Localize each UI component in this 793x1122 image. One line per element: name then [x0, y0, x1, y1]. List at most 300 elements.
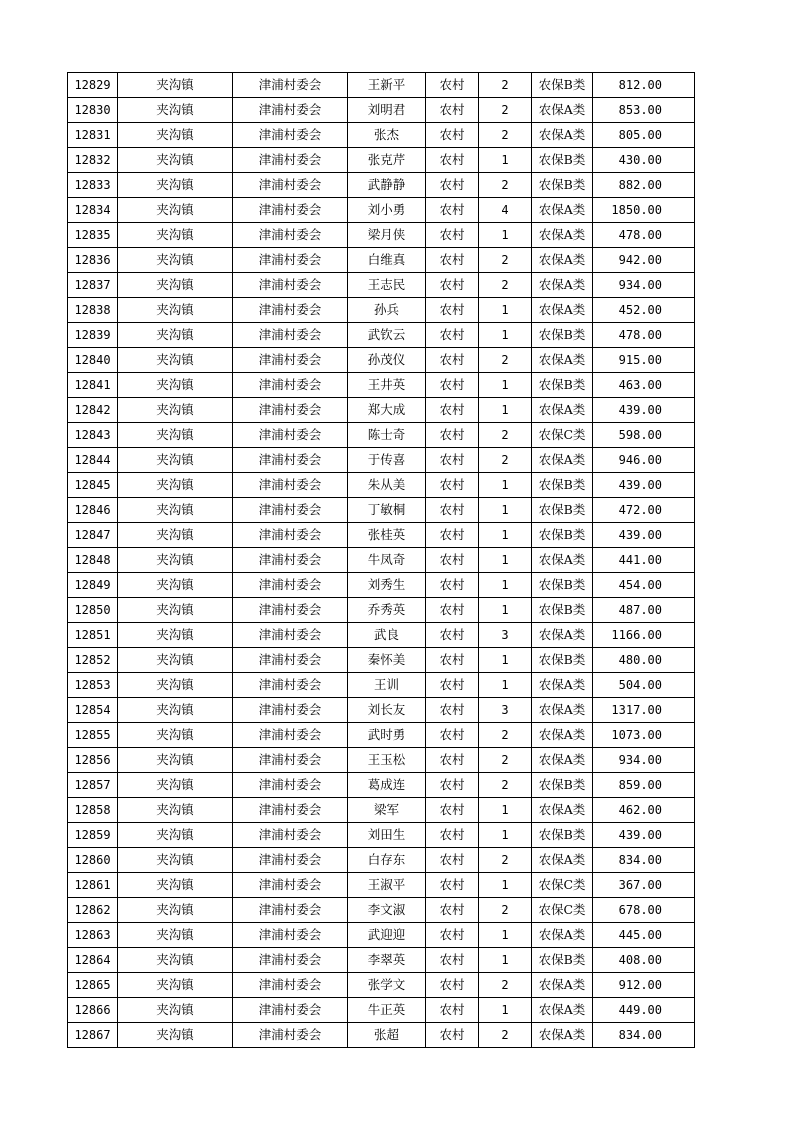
- town-cell: 夹沟镇: [118, 648, 233, 673]
- area-type-cell: 农村: [426, 1023, 479, 1048]
- household-size-cell: 1: [479, 798, 532, 823]
- table-row: [68, 548, 695, 573]
- household-size-cell: 2: [479, 98, 532, 123]
- town-cell: 夹沟镇: [118, 348, 233, 373]
- table-row: [68, 823, 695, 848]
- household-size-cell: 2: [479, 173, 532, 198]
- area-type-cell: 农村: [426, 973, 479, 998]
- insurance-category-cell: 农保A类: [532, 998, 593, 1023]
- insurance-category-cell: 农保B类: [532, 823, 593, 848]
- record-id-cell: 12834: [68, 198, 118, 223]
- record-id-cell: 12867: [68, 1023, 118, 1048]
- amount-cell: 1166.00: [593, 623, 695, 648]
- amount-cell: 452.00: [593, 298, 695, 323]
- amount-cell: 915.00: [593, 348, 695, 373]
- town-cell: 夹沟镇: [118, 948, 233, 973]
- village-cell: 津浦村委会: [233, 98, 348, 123]
- person-name-cell: 刘秀生: [348, 573, 426, 598]
- village-cell: 津浦村委会: [233, 348, 348, 373]
- table-row: [68, 598, 695, 623]
- area-type-cell: 农村: [426, 423, 479, 448]
- village-cell: 津浦村委会: [233, 373, 348, 398]
- town-cell: 夹沟镇: [118, 923, 233, 948]
- village-cell: 津浦村委会: [233, 548, 348, 573]
- person-name-cell: 王新平: [348, 73, 426, 98]
- insurance-category-cell: 农保B类: [532, 373, 593, 398]
- household-size-cell: 1: [479, 473, 532, 498]
- person-name-cell: 牛凤奇: [348, 548, 426, 573]
- amount-cell: 430.00: [593, 148, 695, 173]
- person-name-cell: 武迎迎: [348, 923, 426, 948]
- insurance-category-cell: 农保A类: [532, 923, 593, 948]
- record-id-cell: 12854: [68, 698, 118, 723]
- person-name-cell: 王淑平: [348, 873, 426, 898]
- amount-cell: 834.00: [593, 848, 695, 873]
- area-type-cell: 农村: [426, 548, 479, 573]
- town-cell: 夹沟镇: [118, 673, 233, 698]
- town-cell: 夹沟镇: [118, 298, 233, 323]
- area-type-cell: 农村: [426, 648, 479, 673]
- person-name-cell: 武静静: [348, 173, 426, 198]
- town-cell: 夹沟镇: [118, 423, 233, 448]
- amount-cell: 454.00: [593, 573, 695, 598]
- village-cell: 津浦村委会: [233, 973, 348, 998]
- record-id-cell: 12840: [68, 348, 118, 373]
- record-id-cell: 12838: [68, 298, 118, 323]
- insurance-category-cell: 农保B类: [532, 498, 593, 523]
- amount-cell: 472.00: [593, 498, 695, 523]
- village-cell: 津浦村委会: [233, 473, 348, 498]
- table-row: [68, 998, 695, 1023]
- household-size-cell: 2: [479, 123, 532, 148]
- town-cell: 夹沟镇: [118, 473, 233, 498]
- household-size-cell: 1: [479, 873, 532, 898]
- table-row: [68, 523, 695, 548]
- amount-cell: 478.00: [593, 223, 695, 248]
- area-type-cell: 农村: [426, 698, 479, 723]
- record-id-cell: 12866: [68, 998, 118, 1023]
- insurance-category-cell: 农保A类: [532, 673, 593, 698]
- household-size-cell: 1: [479, 298, 532, 323]
- record-id-cell: 12842: [68, 398, 118, 423]
- area-type-cell: 农村: [426, 198, 479, 223]
- amount-cell: 598.00: [593, 423, 695, 448]
- record-id-cell: 12836: [68, 248, 118, 273]
- household-size-cell: 1: [479, 223, 532, 248]
- insurance-category-cell: 农保C类: [532, 873, 593, 898]
- record-id-cell: 12844: [68, 448, 118, 473]
- person-name-cell: 梁军: [348, 798, 426, 823]
- area-type-cell: 农村: [426, 98, 479, 123]
- record-id-cell: 12855: [68, 723, 118, 748]
- insurance-category-cell: 农保A类: [532, 223, 593, 248]
- household-size-cell: 2: [479, 1023, 532, 1048]
- table-row: [68, 348, 695, 373]
- town-cell: 夹沟镇: [118, 398, 233, 423]
- town-cell: 夹沟镇: [118, 323, 233, 348]
- insurance-category-cell: 农保A类: [532, 448, 593, 473]
- area-type-cell: 农村: [426, 248, 479, 273]
- amount-cell: 1317.00: [593, 698, 695, 723]
- amount-cell: 439.00: [593, 473, 695, 498]
- village-cell: 津浦村委会: [233, 923, 348, 948]
- household-size-cell: 1: [479, 998, 532, 1023]
- record-id-cell: 12852: [68, 648, 118, 673]
- insurance-category-cell: 农保B类: [532, 573, 593, 598]
- table-row: [68, 498, 695, 523]
- person-name-cell: 梁月侠: [348, 223, 426, 248]
- insurance-category-cell: 农保B类: [532, 173, 593, 198]
- household-size-cell: 1: [479, 373, 532, 398]
- record-id-cell: 12858: [68, 798, 118, 823]
- household-size-cell: 3: [479, 698, 532, 723]
- household-size-cell: 1: [479, 648, 532, 673]
- household-size-cell: 1: [479, 598, 532, 623]
- record-id-cell: 12857: [68, 773, 118, 798]
- household-size-cell: 2: [479, 423, 532, 448]
- area-type-cell: 农村: [426, 848, 479, 873]
- village-cell: 津浦村委会: [233, 598, 348, 623]
- household-size-cell: 2: [479, 273, 532, 298]
- amount-cell: 480.00: [593, 648, 695, 673]
- record-id-cell: 12831: [68, 123, 118, 148]
- insurance-category-cell: 农保B类: [532, 948, 593, 973]
- household-size-cell: 1: [479, 523, 532, 548]
- record-id-cell: 12847: [68, 523, 118, 548]
- household-size-cell: 4: [479, 198, 532, 223]
- amount-cell: 367.00: [593, 873, 695, 898]
- person-name-cell: 王井英: [348, 373, 426, 398]
- table-row: [68, 948, 695, 973]
- village-cell: 津浦村委会: [233, 748, 348, 773]
- town-cell: 夹沟镇: [118, 848, 233, 873]
- person-name-cell: 牛正英: [348, 998, 426, 1023]
- town-cell: 夹沟镇: [118, 98, 233, 123]
- household-size-cell: 1: [479, 148, 532, 173]
- village-cell: 津浦村委会: [233, 423, 348, 448]
- village-cell: 津浦村委会: [233, 898, 348, 923]
- record-id-cell: 12835: [68, 223, 118, 248]
- table-row: [68, 573, 695, 598]
- amount-cell: 853.00: [593, 98, 695, 123]
- area-type-cell: 农村: [426, 773, 479, 798]
- record-id-cell: 12862: [68, 898, 118, 923]
- town-cell: 夹沟镇: [118, 898, 233, 923]
- village-cell: 津浦村委会: [233, 123, 348, 148]
- insurance-category-cell: 农保B类: [532, 773, 593, 798]
- amount-cell: 805.00: [593, 123, 695, 148]
- table-row: [68, 448, 695, 473]
- insurance-category-cell: 农保A类: [532, 1023, 593, 1048]
- village-cell: 津浦村委会: [233, 723, 348, 748]
- town-cell: 夹沟镇: [118, 73, 233, 98]
- person-name-cell: 丁敏桐: [348, 498, 426, 523]
- area-type-cell: 农村: [426, 498, 479, 523]
- record-id-cell: 12864: [68, 948, 118, 973]
- area-type-cell: 农村: [426, 873, 479, 898]
- table-row: [68, 198, 695, 223]
- table-row: [68, 223, 695, 248]
- village-cell: 津浦村委会: [233, 573, 348, 598]
- household-size-cell: 2: [479, 248, 532, 273]
- household-size-cell: 1: [479, 573, 532, 598]
- village-cell: 津浦村委会: [233, 823, 348, 848]
- person-name-cell: 李翠英: [348, 948, 426, 973]
- amount-cell: 812.00: [593, 73, 695, 98]
- table-row: [68, 973, 695, 998]
- person-name-cell: 武良: [348, 623, 426, 648]
- insurance-category-cell: 农保B类: [532, 598, 593, 623]
- insurance-category-cell: 农保C类: [532, 898, 593, 923]
- amount-cell: 834.00: [593, 1023, 695, 1048]
- area-type-cell: 农村: [426, 473, 479, 498]
- area-type-cell: 农村: [426, 398, 479, 423]
- amount-cell: 408.00: [593, 948, 695, 973]
- village-cell: 津浦村委会: [233, 448, 348, 473]
- village-cell: 津浦村委会: [233, 623, 348, 648]
- village-cell: 津浦村委会: [233, 398, 348, 423]
- table-row: [68, 773, 695, 798]
- area-type-cell: 农村: [426, 373, 479, 398]
- town-cell: 夹沟镇: [118, 748, 233, 773]
- area-type-cell: 农村: [426, 898, 479, 923]
- town-cell: 夹沟镇: [118, 223, 233, 248]
- table-row: [68, 373, 695, 398]
- person-name-cell: 刘明君: [348, 98, 426, 123]
- area-type-cell: 农村: [426, 273, 479, 298]
- area-type-cell: 农村: [426, 148, 479, 173]
- area-type-cell: 农村: [426, 998, 479, 1023]
- person-name-cell: 刘田生: [348, 823, 426, 848]
- table-row: [68, 173, 695, 198]
- town-cell: 夹沟镇: [118, 623, 233, 648]
- town-cell: 夹沟镇: [118, 1023, 233, 1048]
- village-cell: 津浦村委会: [233, 848, 348, 873]
- record-id-cell: 12829: [68, 73, 118, 98]
- insurance-category-cell: 农保A类: [532, 748, 593, 773]
- insurance-category-cell: 农保A类: [532, 398, 593, 423]
- record-id-cell: 12837: [68, 273, 118, 298]
- roster-table: [67, 72, 695, 1048]
- table-row: [68, 748, 695, 773]
- area-type-cell: 农村: [426, 323, 479, 348]
- household-size-cell: 2: [479, 898, 532, 923]
- village-cell: 津浦村委会: [233, 73, 348, 98]
- person-name-cell: 王志民: [348, 273, 426, 298]
- household-size-cell: 2: [479, 748, 532, 773]
- amount-cell: 487.00: [593, 598, 695, 623]
- town-cell: 夹沟镇: [118, 573, 233, 598]
- village-cell: 津浦村委会: [233, 298, 348, 323]
- village-cell: 津浦村委会: [233, 273, 348, 298]
- village-cell: 津浦村委会: [233, 998, 348, 1023]
- amount-cell: 1850.00: [593, 198, 695, 223]
- household-size-cell: 1: [479, 398, 532, 423]
- person-name-cell: 张学文: [348, 973, 426, 998]
- record-id-cell: 12843: [68, 423, 118, 448]
- village-cell: 津浦村委会: [233, 173, 348, 198]
- insurance-category-cell: 农保A类: [532, 123, 593, 148]
- household-size-cell: 1: [479, 548, 532, 573]
- person-name-cell: 王玉松: [348, 748, 426, 773]
- village-cell: 津浦村委会: [233, 498, 348, 523]
- household-size-cell: 2: [479, 723, 532, 748]
- amount-cell: 441.00: [593, 548, 695, 573]
- area-type-cell: 农村: [426, 348, 479, 373]
- person-name-cell: 葛成连: [348, 773, 426, 798]
- record-id-cell: 12853: [68, 673, 118, 698]
- record-id-cell: 12839: [68, 323, 118, 348]
- town-cell: 夹沟镇: [118, 273, 233, 298]
- town-cell: 夹沟镇: [118, 173, 233, 198]
- area-type-cell: 农村: [426, 523, 479, 548]
- person-name-cell: 张杰: [348, 123, 426, 148]
- town-cell: 夹沟镇: [118, 773, 233, 798]
- insurance-category-cell: 农保A类: [532, 698, 593, 723]
- amount-cell: 678.00: [593, 898, 695, 923]
- table-row: [68, 298, 695, 323]
- person-name-cell: 刘长友: [348, 698, 426, 723]
- person-name-cell: 于传喜: [348, 448, 426, 473]
- village-cell: 津浦村委会: [233, 223, 348, 248]
- record-id-cell: 12830: [68, 98, 118, 123]
- household-size-cell: 1: [479, 923, 532, 948]
- amount-cell: 912.00: [593, 973, 695, 998]
- town-cell: 夹沟镇: [118, 723, 233, 748]
- village-cell: 津浦村委会: [233, 798, 348, 823]
- table-row: [68, 423, 695, 448]
- town-cell: 夹沟镇: [118, 598, 233, 623]
- person-name-cell: 武钦云: [348, 323, 426, 348]
- person-name-cell: 乔秀英: [348, 598, 426, 623]
- amount-cell: 462.00: [593, 798, 695, 823]
- household-size-cell: 1: [479, 498, 532, 523]
- household-size-cell: 1: [479, 823, 532, 848]
- household-size-cell: 1: [479, 948, 532, 973]
- person-name-cell: 李文淑: [348, 898, 426, 923]
- record-id-cell: 12860: [68, 848, 118, 873]
- town-cell: 夹沟镇: [118, 448, 233, 473]
- amount-cell: 504.00: [593, 673, 695, 698]
- table-row: [68, 73, 695, 98]
- area-type-cell: 农村: [426, 723, 479, 748]
- amount-cell: 449.00: [593, 998, 695, 1023]
- area-type-cell: 农村: [426, 923, 479, 948]
- table-row: [68, 323, 695, 348]
- insurance-category-cell: 农保B类: [532, 473, 593, 498]
- household-size-cell: 2: [479, 848, 532, 873]
- area-type-cell: 农村: [426, 298, 479, 323]
- table-row: [68, 98, 695, 123]
- area-type-cell: 农村: [426, 223, 479, 248]
- record-id-cell: 12845: [68, 473, 118, 498]
- insurance-category-cell: 农保B类: [532, 648, 593, 673]
- household-size-cell: 1: [479, 673, 532, 698]
- record-id-cell: 12865: [68, 973, 118, 998]
- area-type-cell: 农村: [426, 798, 479, 823]
- record-id-cell: 12856: [68, 748, 118, 773]
- insurance-category-cell: 农保A类: [532, 723, 593, 748]
- amount-cell: 942.00: [593, 248, 695, 273]
- table-row: [68, 698, 695, 723]
- table-row: [68, 1023, 695, 1048]
- table-row: [68, 648, 695, 673]
- record-id-cell: 12846: [68, 498, 118, 523]
- person-name-cell: 郑大成: [348, 398, 426, 423]
- amount-cell: 946.00: [593, 448, 695, 473]
- table-row: [68, 798, 695, 823]
- table-row: [68, 123, 695, 148]
- village-cell: 津浦村委会: [233, 698, 348, 723]
- amount-cell: 478.00: [593, 323, 695, 348]
- village-cell: 津浦村委会: [233, 773, 348, 798]
- town-cell: 夹沟镇: [118, 823, 233, 848]
- insurance-category-cell: 农保A类: [532, 848, 593, 873]
- town-cell: 夹沟镇: [118, 373, 233, 398]
- table-row: [68, 898, 695, 923]
- record-id-cell: 12850: [68, 598, 118, 623]
- area-type-cell: 农村: [426, 748, 479, 773]
- amount-cell: 439.00: [593, 398, 695, 423]
- village-cell: 津浦村委会: [233, 648, 348, 673]
- person-name-cell: 刘小勇: [348, 198, 426, 223]
- household-size-cell: 2: [479, 773, 532, 798]
- person-name-cell: 白维真: [348, 248, 426, 273]
- table-row: [68, 148, 695, 173]
- household-size-cell: 2: [479, 448, 532, 473]
- insurance-category-cell: 农保A类: [532, 348, 593, 373]
- record-id-cell: 12849: [68, 573, 118, 598]
- insurance-category-cell: 农保A类: [532, 623, 593, 648]
- village-cell: 津浦村委会: [233, 198, 348, 223]
- insurance-category-cell: 农保A类: [532, 798, 593, 823]
- table-row: [68, 673, 695, 698]
- town-cell: 夹沟镇: [118, 548, 233, 573]
- village-cell: 津浦村委会: [233, 1023, 348, 1048]
- person-name-cell: 张克芹: [348, 148, 426, 173]
- amount-cell: 934.00: [593, 748, 695, 773]
- town-cell: 夹沟镇: [118, 523, 233, 548]
- amount-cell: 439.00: [593, 823, 695, 848]
- roster-body: [68, 73, 695, 1048]
- area-type-cell: 农村: [426, 823, 479, 848]
- area-type-cell: 农村: [426, 673, 479, 698]
- amount-cell: 882.00: [593, 173, 695, 198]
- village-cell: 津浦村委会: [233, 248, 348, 273]
- person-name-cell: 张桂英: [348, 523, 426, 548]
- record-id-cell: 12851: [68, 623, 118, 648]
- insurance-category-cell: 农保A类: [532, 248, 593, 273]
- area-type-cell: 农村: [426, 123, 479, 148]
- insurance-category-cell: 农保A类: [532, 548, 593, 573]
- person-name-cell: 武时勇: [348, 723, 426, 748]
- insurance-category-cell: 农保B类: [532, 73, 593, 98]
- table-row: [68, 723, 695, 748]
- table-row: [68, 398, 695, 423]
- household-size-cell: 2: [479, 73, 532, 98]
- household-size-cell: 1: [479, 323, 532, 348]
- amount-cell: 859.00: [593, 773, 695, 798]
- town-cell: 夹沟镇: [118, 498, 233, 523]
- person-name-cell: 张超: [348, 1023, 426, 1048]
- person-name-cell: 王训: [348, 673, 426, 698]
- insurance-category-cell: 农保A类: [532, 98, 593, 123]
- amount-cell: 934.00: [593, 273, 695, 298]
- table-row: [68, 623, 695, 648]
- village-cell: 津浦村委会: [233, 673, 348, 698]
- town-cell: 夹沟镇: [118, 973, 233, 998]
- amount-cell: 1073.00: [593, 723, 695, 748]
